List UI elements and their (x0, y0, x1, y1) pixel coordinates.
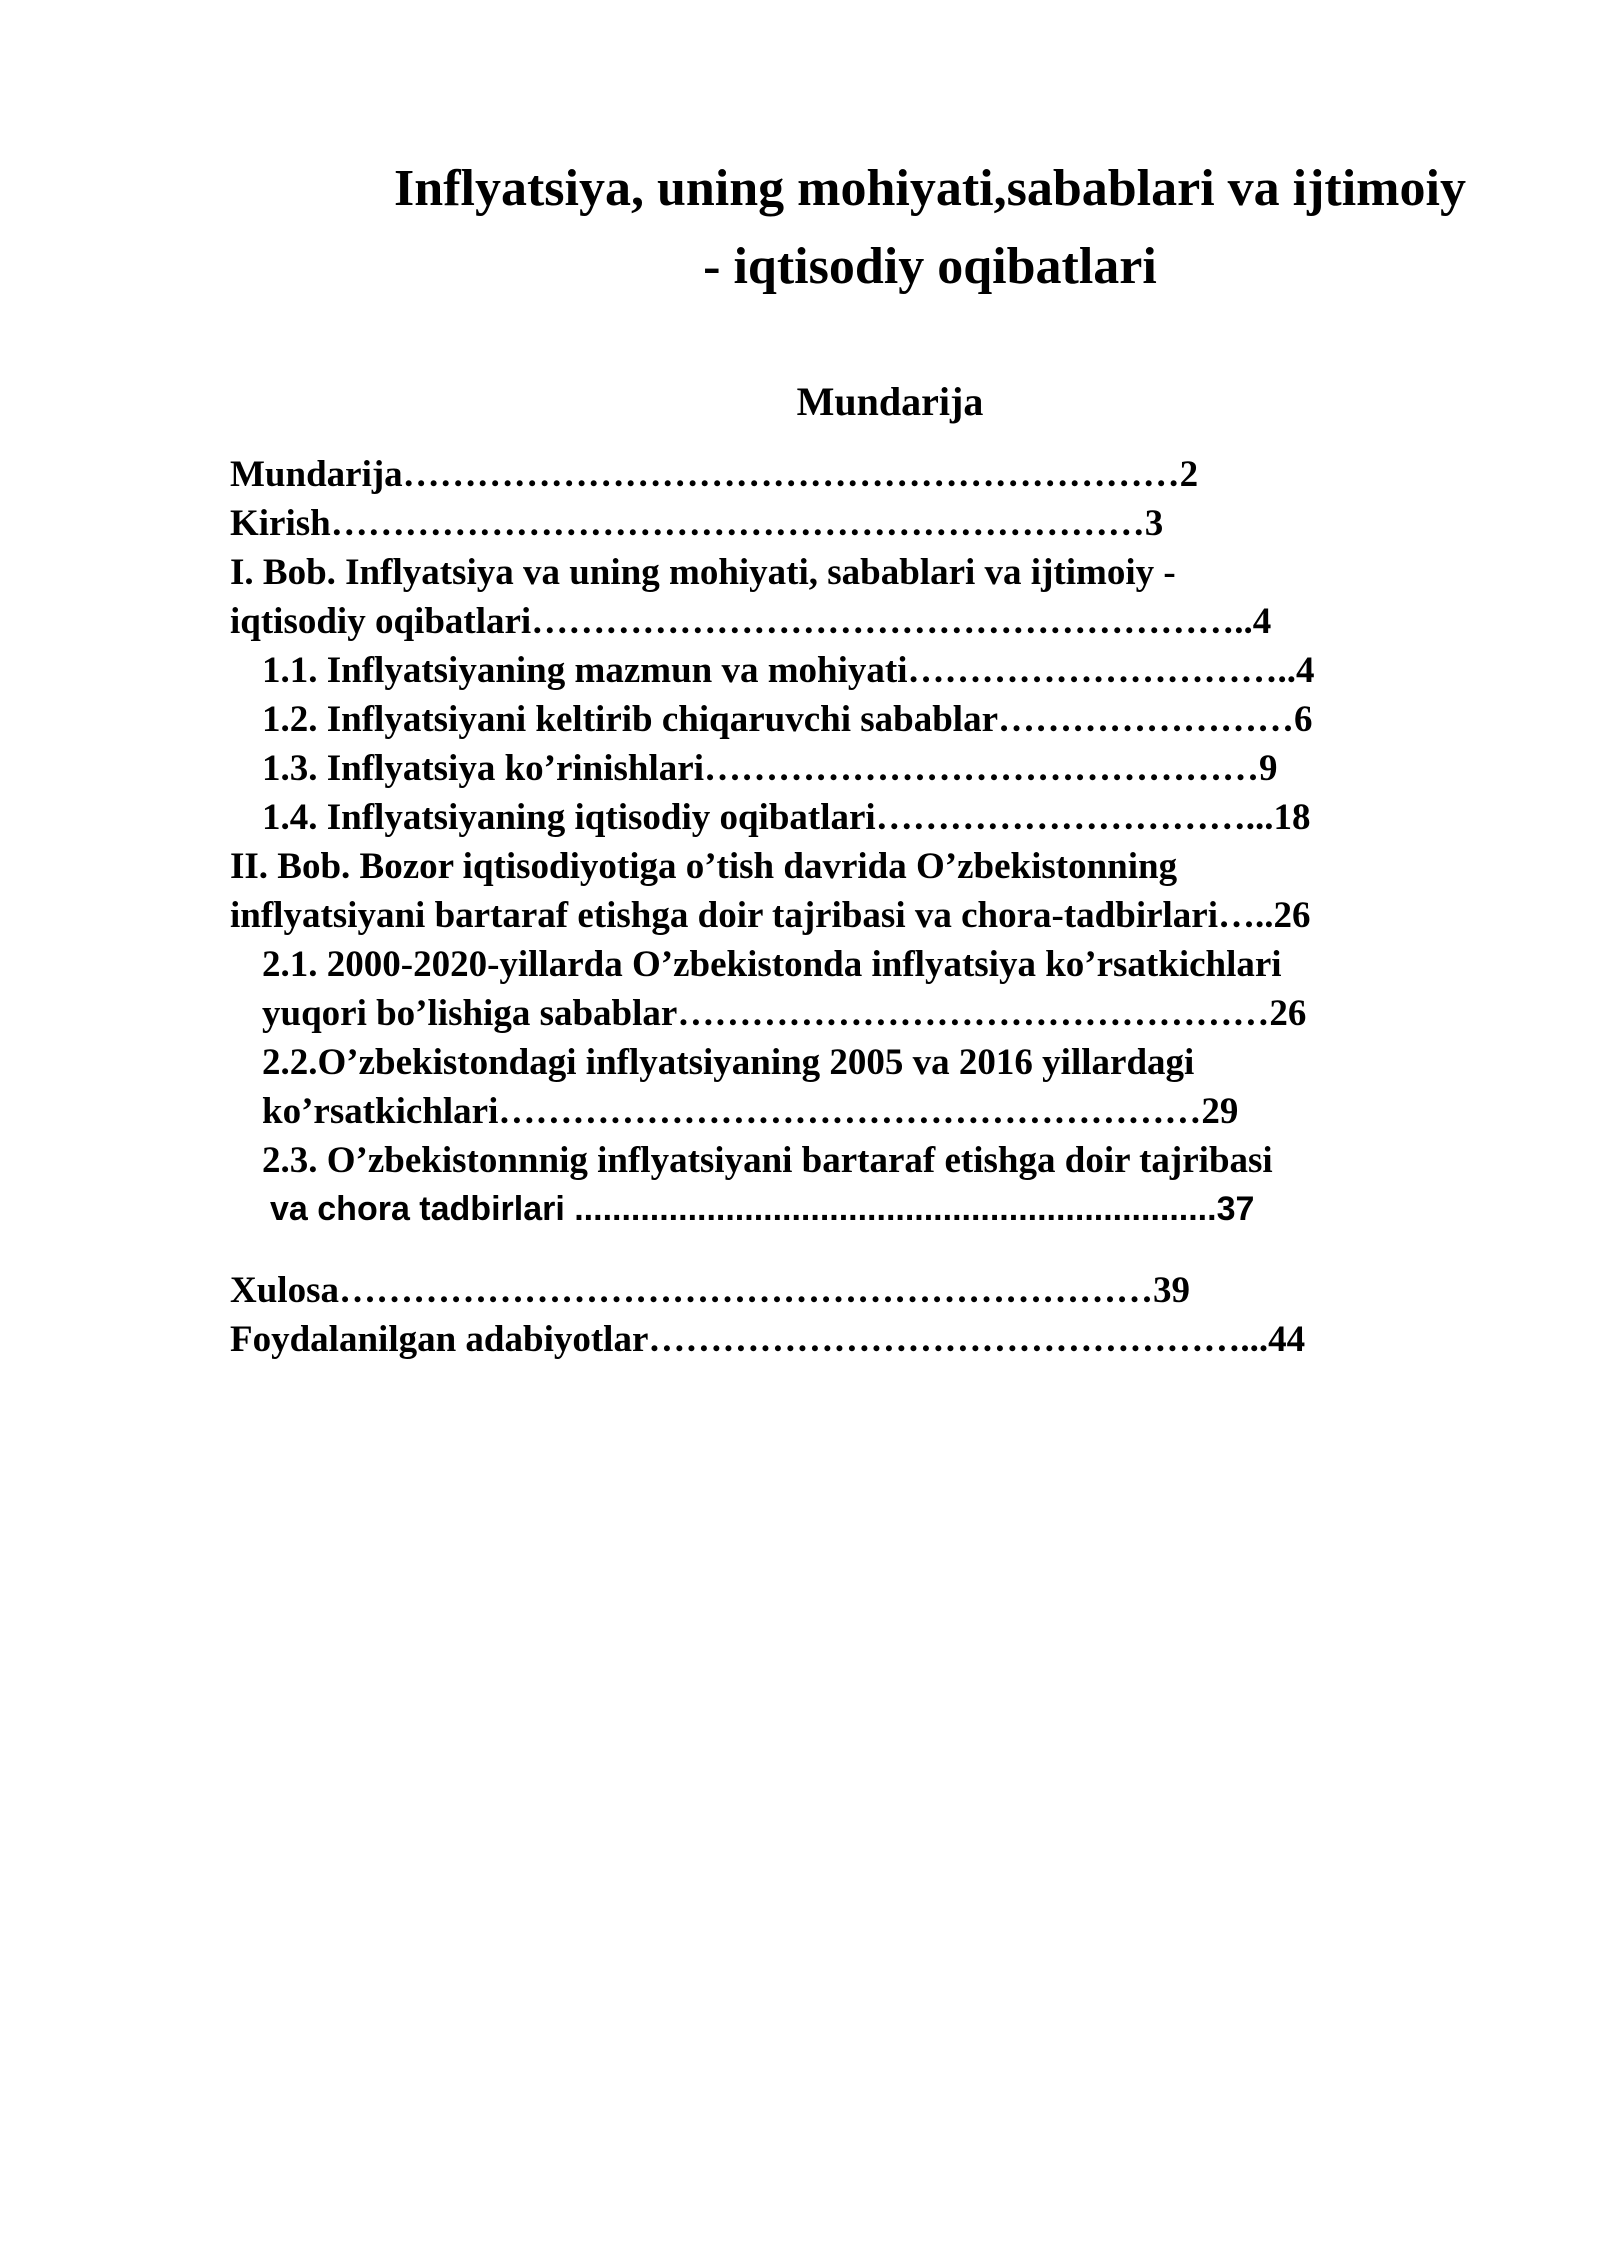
title-line-2: - iqtisodiy oqibatlari (703, 238, 1157, 295)
toc-entry-chapter-2-cont: inflyatsiyani bartaraf etishga doir tajribasi va chora-tadbirlari…..26 (230, 895, 1311, 936)
toc-entry-2-1-cont: yuqori bo’lishiga sabablar…………………………………………26 (262, 993, 1307, 1034)
toc-entry-adabiyotlar: Foydalanilgan adabiyotlar…………………………………………...44 (230, 1319, 1306, 1360)
toc-entry-2-2-cont: ko’rsatkichlari…………………………………………………29 (262, 1091, 1239, 1132)
title-line-1: Inflyatsiya, uning mohiyati,sabablari va ijtimoiy (394, 160, 1466, 217)
toc-entry-xulosa: Xulosa…………………………………………………………39 (230, 1270, 1190, 1311)
toc-entry-2-2: 2.2.O’zbekistondagi inflyatsiyaning 2005 va 2016 yillardagi (262, 1042, 1195, 1083)
toc-entry-2-3: 2.3. O’zbekistonnnig inflyatsiyani bartaraf etishga doir tajribasi (262, 1140, 1273, 1181)
document-title (360, 150, 1500, 306)
toc-entry-mundarija: Mundarija………………………………………………………2 (230, 454, 1199, 495)
toc-entry-chapter-1-cont: iqtisodiy oqibatlari…………………………………………………..4 (230, 601, 1272, 642)
toc-heading: Mundarija (796, 379, 984, 424)
toc-entry-kirish: Kirish…………………………………………………………3 (230, 503, 1164, 544)
toc-entry-1-4: 1.4. Inflyatsiyaning iqtisodiy oqibatlari…………………………...18 (262, 797, 1311, 838)
toc-entry-1-2: 1.2. Inflyatsiyani keltirib chiqaruvchi sabablar……………………6 (262, 699, 1313, 740)
toc-entry-1-3: 1.3. Inflyatsiya ko’rinishlari………………………………………9 (262, 748, 1278, 789)
toc-entry-1-1: 1.1. Inflyatsiyaning mazmun va mohiyati…………………………..4 (262, 650, 1315, 691)
table-of-contents (230, 450, 1510, 1364)
toc-entry-chapter-1: I. Bob. Inflyatsiya va uning mohiyati, sabablari va ijtimoiy - (230, 552, 1176, 593)
toc-entry-chapter-2: II. Bob. Bozor iqtisodiyotiga o’tish davrida O’zbekistonning (230, 846, 1178, 887)
toc-entry-2-3-cont: va chora tadbirlari ....................................................................37 (270, 1190, 1255, 1228)
toc-entry-2-1: 2.1. 2000-2020-yillarda O’zbekistonda inflyatsiya ko’rsatkichlari (262, 944, 1282, 985)
